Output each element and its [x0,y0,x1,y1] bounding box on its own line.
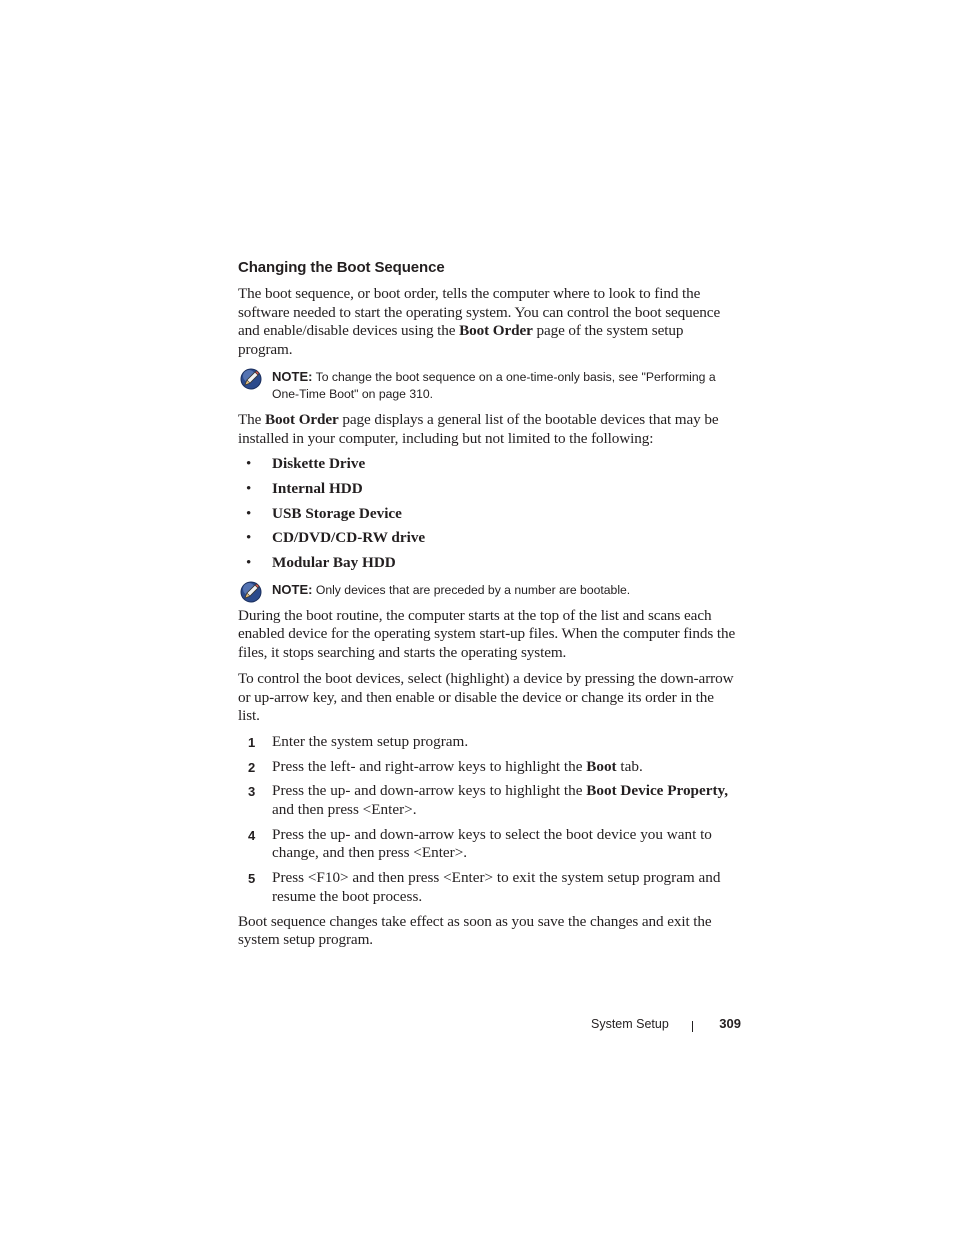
note-label: NOTE: [272,368,313,384]
device-name: Modular Bay HDD [272,554,396,572]
page-footer [560,1015,741,1035]
step-text: and then press <Enter>. [272,801,417,819]
bold-term: Boot Device Property, [586,782,729,800]
paragraph-text: The [238,410,266,428]
page-content [238,259,738,957]
paragraph-intro [238,285,738,360]
list-item [238,480,738,499]
paragraph-text: The boot sequence, or boot order, tells the computer where to look to find the software needed to start the operating system. You can control the boot sequence and enable/disable devices using the [238,285,721,340]
step-text: Press <F10> and then press <Enter> to exit the system setup program and resume the boot process. [272,869,721,905]
list-item [238,529,738,548]
bullet-marker: • [246,479,252,497]
paragraph-conclusion: Boot sequence changes take effect as soon as you save the changes and exit the system setup program. [238,912,712,949]
paragraph-text: page displays a general list of the bootable devices that may be installed in your computer, including but not limited to the following: [238,410,719,447]
device-name: CD/DVD/CD-RW drive [272,529,426,547]
note-text: Only devices that are preceded by a number are bootable. [312,582,631,597]
step-number: 2 [248,759,256,775]
step-item [238,758,738,777]
note-label: NOTE: [272,581,313,597]
step-item [238,782,738,819]
step-item [238,733,738,752]
footer-section-title: System Setup [591,1017,669,1031]
step-list [238,733,738,907]
pencil-note-icon [240,581,262,603]
bold-term: Boot Order [265,410,339,428]
note-text: To change the boot sequence on a one-time-only basis, see "Performing a One-Time Boot" on page 310. [272,369,716,401]
pencil-note-icon [240,368,262,390]
note-box [238,581,738,599]
step-number: 4 [248,827,256,843]
device-list [238,455,738,573]
step-text: Press the up- and down-arrow keys to select the boot device you want to change, and then press <Enter>. [272,825,712,862]
step-number: 5 [248,871,256,887]
step-text: Press the left- and right-arrow keys to highlight the [272,757,587,775]
step-item [238,869,738,906]
list-item [238,505,738,524]
step-item [238,826,738,863]
paragraph-text: page of the system setup program. [238,322,684,359]
step-text: Press the up- and down-arrow keys to highlight the [272,782,587,800]
step-text: tab. [616,757,643,775]
bold-term: Boot [586,757,617,775]
bullet-marker: • [246,554,252,572]
section-heading: Changing the Boot Sequence [238,259,445,276]
bold-term: Boot Order [459,322,533,340]
device-name: USB Storage Device [272,504,402,522]
list-item [238,455,738,474]
bullet-marker: • [246,504,252,522]
device-name: Internal HDD [272,479,363,497]
paragraph-boot-order [238,411,738,448]
bullet-marker: • [246,529,252,547]
step-text: Enter the system setup program. [272,732,469,750]
step-number: 3 [248,784,256,800]
step-number: 1 [248,734,256,750]
paragraph-control: To control the boot devices, select (highlight) a device by pressing the down-arrow or up-arrow key, and then enable or disable the device or change its order in the list. [238,669,734,725]
page-number: 309 [719,1016,741,1031]
bullet-marker: • [246,455,252,473]
list-item [238,554,738,573]
device-name: Diskette Drive [272,455,366,473]
paragraph-boot-routine: During the boot routine, the computer starts at the top of the list and scans each enabled device for the operating system start-up files. When the computer finds the files, it stops searching and starts the operating system. [238,606,736,662]
note-box [238,368,738,403]
footer-separator [692,1021,693,1032]
